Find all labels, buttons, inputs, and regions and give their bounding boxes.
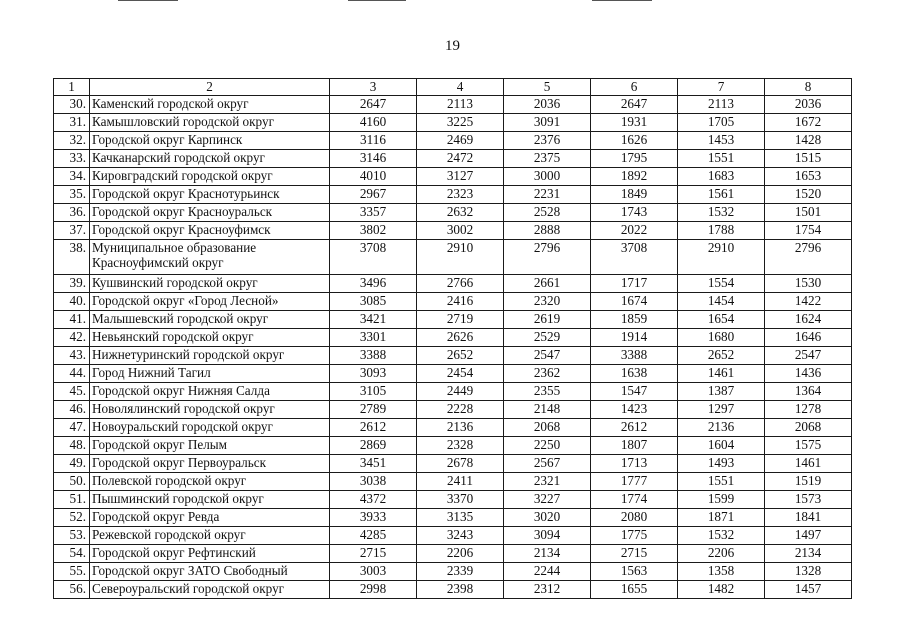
header-cell-3: 3 [330,79,417,96]
value-cell-col-8: 1573 [765,491,852,509]
value-cell-col-8: 1575 [765,437,852,455]
value-cell-col-3: 3496 [330,275,417,293]
table-row [54,204,852,222]
table-row [54,347,852,365]
table-row [54,473,852,491]
value-cell-col-8: 1754 [765,222,852,240]
value-cell-col-8: 2068 [765,419,852,437]
value-cell-col-8: 2134 [765,545,852,563]
value-cell-col-5: 3094 [504,527,591,545]
row-number: 51. [54,491,90,509]
value-cell-col-8: 1436 [765,365,852,383]
municipality-name: Новоуральский городской округ [90,419,330,437]
header-cell-1: 1 [54,79,90,96]
municipality-name: Камышловский городской округ [90,114,330,132]
value-cell-col-3: 2612 [330,419,417,437]
value-cell-col-4: 2228 [417,401,504,419]
value-cell-col-8: 1422 [765,293,852,311]
row-number: 54. [54,545,90,563]
value-cell-col-5: 2231 [504,186,591,204]
table-header-row [54,79,852,96]
table-row [54,222,852,240]
municipality-name: Невьянский городской округ [90,329,330,347]
value-cell-col-7: 1532 [678,204,765,222]
value-cell-col-5: 2068 [504,419,591,437]
value-cell-col-5: 2529 [504,329,591,347]
value-cell-col-7: 1554 [678,275,765,293]
value-cell-col-8: 1278 [765,401,852,419]
municipality-name: Городской округ Красноуфимск [90,222,330,240]
value-cell-col-5: 2547 [504,347,591,365]
value-cell-col-3: 2647 [330,96,417,114]
row-number: 50. [54,473,90,491]
value-cell-col-3: 3003 [330,563,417,581]
value-cell-col-5: 2320 [504,293,591,311]
municipality-name: Кировградский городской округ [90,168,330,186]
value-cell-col-4: 2206 [417,545,504,563]
row-number: 47. [54,419,90,437]
value-cell-col-4: 2454 [417,365,504,383]
data-table [53,78,852,599]
value-cell-col-3: 4372 [330,491,417,509]
value-cell-col-7: 1297 [678,401,765,419]
header-cell-8: 8 [765,79,852,96]
table-row [54,563,852,581]
value-cell-col-7: 1358 [678,563,765,581]
table-row [54,132,852,150]
value-cell-col-4: 2469 [417,132,504,150]
value-cell-col-4: 3225 [417,114,504,132]
value-cell-col-3: 4285 [330,527,417,545]
value-cell-col-8: 1624 [765,311,852,329]
value-cell-col-6: 1655 [591,581,678,599]
municipality-name: Полевской городской округ [90,473,330,491]
value-cell-col-7: 2136 [678,419,765,437]
value-cell-col-6: 3708 [591,240,678,275]
table-row [54,275,852,293]
row-number: 38. [54,240,90,275]
municipality-name: Режевской городской округ [90,527,330,545]
value-cell-col-4: 2328 [417,437,504,455]
value-cell-col-4: 3127 [417,168,504,186]
value-cell-col-7: 2206 [678,545,765,563]
value-cell-col-4: 2652 [417,347,504,365]
row-number: 34. [54,168,90,186]
value-cell-col-8: 1501 [765,204,852,222]
value-cell-col-8: 1841 [765,509,852,527]
value-cell-col-8: 1428 [765,132,852,150]
table-row [54,491,852,509]
municipality-name: Город Нижний Тагил [90,365,330,383]
row-number: 33. [54,150,90,168]
value-cell-col-8: 1653 [765,168,852,186]
table-row [54,240,852,275]
value-cell-col-7: 1482 [678,581,765,599]
value-cell-col-6: 1914 [591,329,678,347]
value-cell-col-4: 2719 [417,311,504,329]
top-rule-right [592,0,652,1]
header-cell-5: 5 [504,79,591,96]
value-cell-col-4: 2910 [417,240,504,275]
value-cell-col-7: 1532 [678,527,765,545]
row-number: 32. [54,132,90,150]
municipality-name: Городской округ Первоуральск [90,455,330,473]
table-row [54,365,852,383]
value-cell-col-6: 1931 [591,114,678,132]
row-number: 35. [54,186,90,204]
value-cell-col-7: 2652 [678,347,765,365]
value-cell-col-5: 2375 [504,150,591,168]
page-number: 19 [445,38,460,54]
municipality-name: Городской округ Красноуральск [90,204,330,222]
municipality-name: Североуральский городской округ [90,581,330,599]
value-cell-col-3: 3038 [330,473,417,491]
value-cell-col-4: 2626 [417,329,504,347]
value-cell-col-3: 2869 [330,437,417,455]
value-cell-col-6: 2022 [591,222,678,240]
table-row [54,509,852,527]
municipality-name: Кушвинский городской округ [90,275,330,293]
value-cell-col-8: 1364 [765,383,852,401]
value-cell-col-5: 2888 [504,222,591,240]
header-cell-7: 7 [678,79,765,96]
value-cell-col-8: 1461 [765,455,852,473]
value-cell-col-6: 1892 [591,168,678,186]
value-cell-col-5: 2796 [504,240,591,275]
value-cell-col-8: 2036 [765,96,852,114]
municipality-name: Городской округ Нижняя Салда [90,383,330,401]
municipality-name: Городской округ ЗАТО Свободный [90,563,330,581]
row-number: 46. [54,401,90,419]
value-cell-col-3: 2789 [330,401,417,419]
value-cell-col-6: 1849 [591,186,678,204]
value-cell-col-8: 1646 [765,329,852,347]
value-cell-col-4: 2398 [417,581,504,599]
value-cell-col-5: 2362 [504,365,591,383]
value-cell-col-3: 4160 [330,114,417,132]
value-cell-col-4: 2472 [417,150,504,168]
header-cell-4: 4 [417,79,504,96]
table-row [54,311,852,329]
value-cell-col-8: 2796 [765,240,852,275]
row-number: 41. [54,311,90,329]
value-cell-col-5: 2036 [504,96,591,114]
value-cell-col-5: 2528 [504,204,591,222]
value-cell-col-7: 1551 [678,150,765,168]
top-rule-left [118,0,178,1]
municipality-name: Качканарский городской округ [90,150,330,168]
value-cell-col-5: 2661 [504,275,591,293]
row-number: 48. [54,437,90,455]
row-number: 43. [54,347,90,365]
municipality-name: Городской округ «Город Лесной» [90,293,330,311]
value-cell-col-4: 2113 [417,96,504,114]
municipality-name: Каменский городской округ [90,96,330,114]
value-cell-col-8: 1497 [765,527,852,545]
value-cell-col-5: 3000 [504,168,591,186]
row-number: 30. [54,96,90,114]
value-cell-col-5: 3091 [504,114,591,132]
value-cell-col-4: 2766 [417,275,504,293]
row-number: 31. [54,114,90,132]
value-cell-col-4: 2339 [417,563,504,581]
value-cell-col-6: 1775 [591,527,678,545]
value-cell-col-5: 2619 [504,311,591,329]
value-cell-col-6: 1674 [591,293,678,311]
row-number: 39. [54,275,90,293]
row-number: 42. [54,329,90,347]
value-cell-col-3: 3451 [330,455,417,473]
value-cell-col-6: 1423 [591,401,678,419]
value-cell-col-8: 1520 [765,186,852,204]
value-cell-col-7: 1683 [678,168,765,186]
value-cell-col-8: 1515 [765,150,852,168]
value-cell-col-5: 2376 [504,132,591,150]
row-number: 55. [54,563,90,581]
municipality-name: Муниципальное образование Красноуфимский округ [90,240,330,275]
value-cell-col-8: 1328 [765,563,852,581]
value-cell-col-3: 3105 [330,383,417,401]
value-cell-col-7: 2910 [678,240,765,275]
municipality-name: Городской округ Ревда [90,509,330,527]
table-row [54,581,852,599]
value-cell-col-7: 1680 [678,329,765,347]
value-cell-col-7: 1561 [678,186,765,204]
value-cell-col-7: 1871 [678,509,765,527]
value-cell-col-5: 3020 [504,509,591,527]
value-cell-col-7: 1493 [678,455,765,473]
value-cell-col-4: 2449 [417,383,504,401]
municipality-name: Нижнетуринский городской округ [90,347,330,365]
value-cell-col-6: 1743 [591,204,678,222]
value-cell-col-3: 3802 [330,222,417,240]
value-cell-col-8: 1530 [765,275,852,293]
value-cell-col-6: 1626 [591,132,678,150]
value-cell-col-6: 1859 [591,311,678,329]
row-number: 53. [54,527,90,545]
value-cell-col-5: 2134 [504,545,591,563]
value-cell-col-6: 1795 [591,150,678,168]
value-cell-col-4: 2136 [417,419,504,437]
value-cell-col-7: 1604 [678,437,765,455]
row-number: 52. [54,509,90,527]
value-cell-col-6: 2612 [591,419,678,437]
value-cell-col-6: 1638 [591,365,678,383]
row-number: 49. [54,455,90,473]
value-cell-col-3: 3708 [330,240,417,275]
table-row [54,114,852,132]
value-cell-col-6: 1713 [591,455,678,473]
row-number: 56. [54,581,90,599]
value-cell-col-4: 2411 [417,473,504,491]
value-cell-col-5: 2250 [504,437,591,455]
header-cell-2: 2 [90,79,330,96]
table-row [54,455,852,473]
table-row [54,419,852,437]
value-cell-col-5: 2148 [504,401,591,419]
value-cell-col-3: 2998 [330,581,417,599]
value-cell-col-7: 1654 [678,311,765,329]
value-cell-col-6: 2080 [591,509,678,527]
table-row [54,383,852,401]
municipality-name: Малышевский городской округ [90,311,330,329]
value-cell-col-5: 2567 [504,455,591,473]
value-cell-col-8: 1519 [765,473,852,491]
value-cell-col-8: 1457 [765,581,852,599]
value-cell-col-7: 1788 [678,222,765,240]
value-cell-col-6: 1777 [591,473,678,491]
top-rule-center [348,0,406,1]
value-cell-col-7: 1599 [678,491,765,509]
value-cell-col-3: 3357 [330,204,417,222]
value-cell-col-4: 2678 [417,455,504,473]
value-cell-col-3: 2715 [330,545,417,563]
value-cell-col-3: 3301 [330,329,417,347]
municipality-name: Городской округ Рефтинский [90,545,330,563]
table-row [54,329,852,347]
value-cell-col-5: 2355 [504,383,591,401]
value-cell-col-6: 3388 [591,347,678,365]
value-cell-col-3: 3116 [330,132,417,150]
table-row [54,527,852,545]
value-cell-col-3: 3146 [330,150,417,168]
value-cell-col-4: 3370 [417,491,504,509]
value-cell-col-4: 3243 [417,527,504,545]
municipality-name: Новолялинский городской округ [90,401,330,419]
value-cell-col-3: 4010 [330,168,417,186]
value-cell-col-6: 1717 [591,275,678,293]
value-cell-col-4: 2632 [417,204,504,222]
value-cell-col-6: 2647 [591,96,678,114]
table-row [54,401,852,419]
table-row [54,437,852,455]
value-cell-col-5: 2321 [504,473,591,491]
row-number: 40. [54,293,90,311]
value-cell-col-6: 1547 [591,383,678,401]
value-cell-col-6: 1563 [591,563,678,581]
municipality-name: Городской округ Карпинск [90,132,330,150]
row-number: 45. [54,383,90,401]
table-body [54,79,852,599]
municipality-name: Городской округ Пелым [90,437,330,455]
table-row [54,186,852,204]
value-cell-col-3: 3093 [330,365,417,383]
value-cell-col-7: 2113 [678,96,765,114]
row-number: 44. [54,365,90,383]
value-cell-col-3: 3421 [330,311,417,329]
table-row [54,150,852,168]
value-cell-col-7: 1453 [678,132,765,150]
value-cell-col-8: 1672 [765,114,852,132]
value-cell-col-3: 3388 [330,347,417,365]
municipality-name: Городской округ Краснотурьинск [90,186,330,204]
value-cell-col-7: 1387 [678,383,765,401]
value-cell-col-5: 2312 [504,581,591,599]
value-cell-col-7: 1705 [678,114,765,132]
row-number: 36. [54,204,90,222]
value-cell-col-3: 3085 [330,293,417,311]
header-cell-6: 6 [591,79,678,96]
value-cell-col-5: 2244 [504,563,591,581]
value-cell-col-7: 1551 [678,473,765,491]
table-row [54,168,852,186]
value-cell-col-7: 1454 [678,293,765,311]
value-cell-col-8: 2547 [765,347,852,365]
value-cell-col-4: 2416 [417,293,504,311]
value-cell-col-6: 2715 [591,545,678,563]
value-cell-col-7: 1461 [678,365,765,383]
row-number: 37. [54,222,90,240]
value-cell-col-4: 3135 [417,509,504,527]
value-cell-col-6: 1774 [591,491,678,509]
table-row [54,545,852,563]
value-cell-col-6: 1807 [591,437,678,455]
value-cell-col-3: 3933 [330,509,417,527]
value-cell-col-3: 2967 [330,186,417,204]
municipality-name: Пышминский городской округ [90,491,330,509]
table-row [54,293,852,311]
table-row [54,96,852,114]
value-cell-col-4: 3002 [417,222,504,240]
value-cell-col-5: 3227 [504,491,591,509]
value-cell-col-4: 2323 [417,186,504,204]
